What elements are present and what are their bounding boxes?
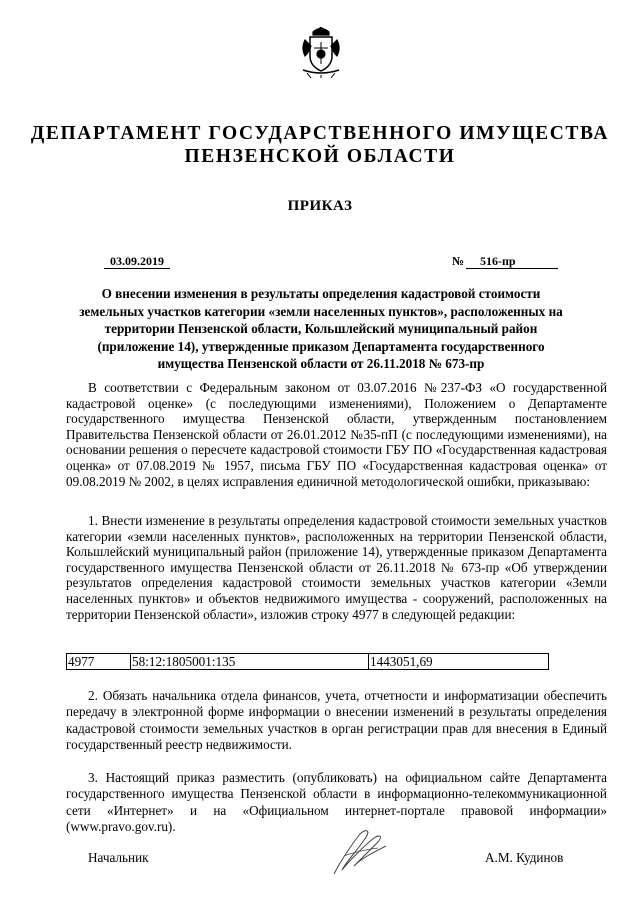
paragraph-item-2: 2. Обязать начальника отдела финансов, учета, отчетности и информатизации обеспечить передачу в электронной форме информации о внесении изменений в результаты определения кадастровой стоимости земельных участков в орган регистрации прав для внесения в Единый государственный реестр недвижимости. — [66, 688, 607, 753]
row-number-cell: 4977 — [67, 654, 131, 670]
cadastral-number-cell: 58:12:1805001:135 — [131, 654, 369, 670]
department-name-line2: ПЕНЗЕНСКОЙ ОБЛАСТИ — [184, 146, 456, 167]
paragraph-item-1: 1. Внести изменение в результаты определения кадастровой стоимости земельных участков категории «земли населенных пунктов», расположенных на территории Пензенской области, Кольшлейский муниципальный район (приложение 14), утвержденные приказом Департамента государственного имущества Пензенской области от 26.11.2018 № 673-пр «Об утверждении результатов определения кадастровой стоимости земельных участков категории «Земли населенных пунктов» и объектов недвижимого имущества - сооружений, расположенных на территории Пензенской области», изложив строку 4977 в следующей редакции: — [66, 513, 607, 622]
handwritten-signature — [330, 826, 390, 878]
paragraph-item-3: 3. Настоящий приказ разместить (опубликовать) на официальном сайте Департамента государственного имущества Пензенской области в информационно-телекоммуникационной сети «Интернет» и на «Официальном интернет-портале правовой информации» (www.pravo.gov.ru). — [66, 770, 607, 835]
cadastral-value-cell: 1443051,69 — [369, 654, 549, 670]
order-date: 03.09.2019 — [104, 254, 170, 269]
document-type: ПРИКАЗ — [287, 198, 353, 214]
table-row — [67, 654, 549, 670]
order-number: 516-пр — [466, 254, 558, 269]
paragraph-preamble: В соответствии с Федеральным законом от 03.07.2016 №237-ФЗ «О государственной кадастровой оценке» (с последующими изменениями), Положением о Департаменте государственного имущества Пензенской области, утвержденным постановлением Правительства Пензенской области от 26.01.2012 №35-пП (с последующими изменениями), на основании решения о пересчете кадастровой стоимости ГБУ ПО «Государственная кадастровая оценка» от 07.08.2019 № 1957, письма ГБУ ПО «Государственная кадастровая оценка» от 09.08.2019 № 2002, в целях исправления единичной методологической ошибки, приказываю: — [66, 380, 607, 489]
department-name-line1: ДЕПАРТАМЕНТ ГОСУДАРСТВЕННОГО ИМУЩЕСТВА — [30, 123, 610, 144]
signatory-name: А.М. Кудинов — [485, 850, 564, 865]
coat-of-arms-icon — [299, 26, 343, 78]
cadastral-record-table — [66, 653, 549, 670]
signatory-position: Начальник — [88, 850, 149, 865]
department-name — [0, 122, 640, 168]
order-number-label: № — [452, 254, 465, 268]
order-subject: О внесении изменения в результаты определения кадастровой стоимости земельных участков категории «земли населенных пунктов», расположенных на территории Пензенской области, Кольшлейский муниципальный район (приложение 14), утвержденные приказом Департамента государственного имущества Пензенской области от 26.11.2018 № 673-пр — [79, 286, 563, 372]
